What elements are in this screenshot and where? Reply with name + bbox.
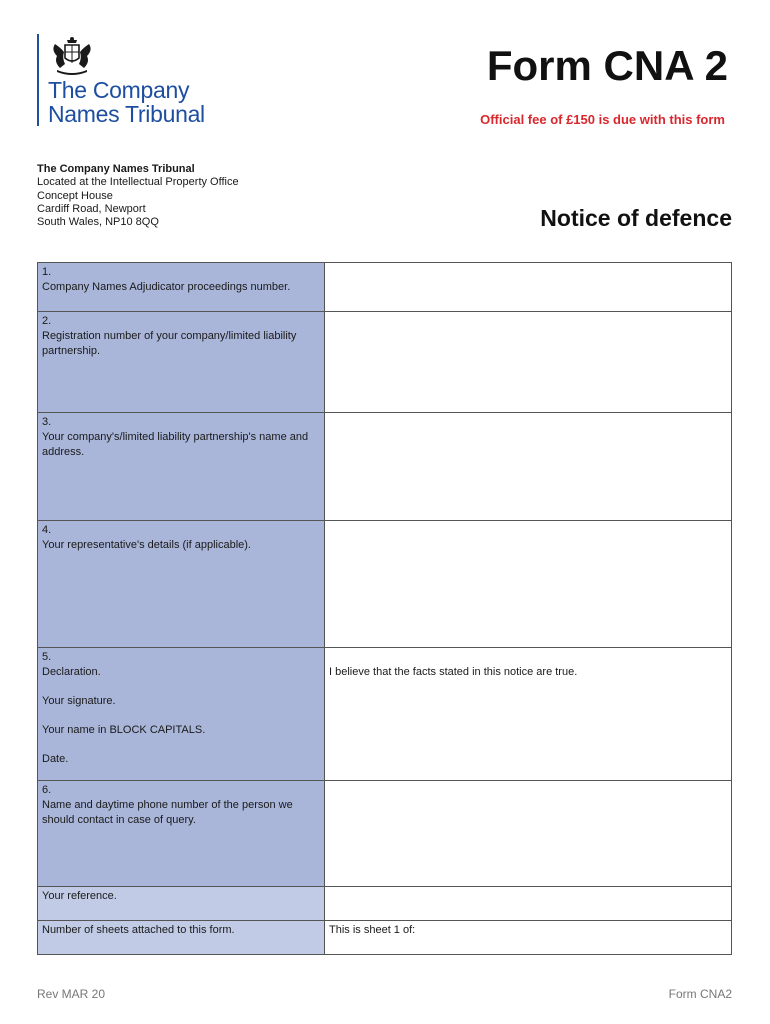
- signature-label: Your signature.: [42, 695, 116, 707]
- date-label: Date.: [42, 753, 69, 765]
- form-row-2: [38, 312, 732, 413]
- address-line: Cardiff Road, Newport: [37, 202, 146, 215]
- row-label-cell: [38, 648, 325, 781]
- row-label-cell: [38, 312, 325, 413]
- representative-details-field[interactable]: [325, 521, 732, 648]
- row-question: Registration number of your company/limited liability partnership.: [42, 330, 297, 357]
- declaration-statement: I believe that the facts stated in this notice are true.: [329, 666, 578, 678]
- form-code-footer: Form CNA2: [668, 987, 732, 1001]
- address-name: The Company Names Tribunal: [37, 163, 195, 175]
- block-capitals-name-label: Your name in BLOCK CAPITALS.: [42, 724, 206, 736]
- logo-divider: [37, 34, 39, 126]
- document-title: Notice of defence: [540, 205, 732, 231]
- row-question: Number of sheets attached to this form.: [42, 924, 235, 936]
- row-number: 3.: [42, 416, 52, 428]
- logo-text-line-1: The Company: [48, 77, 190, 103]
- form-row-5: [38, 648, 732, 781]
- tribunal-address: [37, 163, 239, 229]
- defence-form-table: [37, 262, 732, 955]
- row-label-cell: [38, 413, 325, 521]
- row-label-cell: [38, 781, 325, 887]
- row-number: 6.: [42, 784, 52, 796]
- row-number: 5.: [42, 651, 52, 663]
- address-line: Concept House: [37, 189, 113, 202]
- row-question: Your representative's details (if applicable).: [42, 539, 251, 551]
- revision-footer: Rev MAR 20: [37, 987, 106, 1001]
- sheet-count-field[interactable]: This is sheet 1 of:: [325, 921, 732, 955]
- fee-notice: Official fee of £150 is due with this form: [480, 112, 725, 127]
- form-title: Form CNA 2: [486, 42, 728, 89]
- form-row-reference: [38, 887, 732, 921]
- form-row-1: [38, 263, 732, 312]
- row-question: Your company's/limited liability partnership's name and address.: [42, 431, 309, 458]
- form-row-3: [38, 413, 732, 521]
- address-line: South Wales, NP10 8QQ: [37, 216, 159, 229]
- contact-person-field[interactable]: [325, 781, 732, 887]
- address-line: Located at the Intellectual Property Office: [37, 176, 239, 189]
- row-label-cell: [38, 921, 325, 955]
- row-number: 4.: [42, 524, 52, 536]
- form-row-4: [38, 521, 732, 648]
- row-number: 1.: [42, 266, 52, 278]
- logo-text: [48, 78, 205, 126]
- row-label-cell: [38, 887, 325, 921]
- your-reference-field[interactable]: [325, 887, 732, 921]
- row-question: Name and daytime phone number of the person we should contact in case of query.: [42, 799, 293, 826]
- form-row-sheets: [38, 921, 732, 955]
- form-row-6: [38, 781, 732, 887]
- declaration-label: Declaration.: [42, 666, 101, 678]
- company-name-address-field[interactable]: [325, 413, 732, 521]
- row-question: Company Names Adjudicator proceedings number.: [42, 281, 291, 293]
- row-question: Your reference.: [42, 890, 117, 902]
- proceedings-number-field[interactable]: [325, 263, 732, 312]
- logo-text-line-2: Names Tribunal: [48, 101, 205, 127]
- registration-number-field[interactable]: [325, 312, 732, 413]
- row-label-cell: [38, 263, 325, 312]
- declaration-field[interactable]: [325, 648, 732, 781]
- row-label-cell: [38, 521, 325, 648]
- royal-coat-of-arms-icon: [49, 36, 95, 76]
- row-number: 2.: [42, 315, 52, 327]
